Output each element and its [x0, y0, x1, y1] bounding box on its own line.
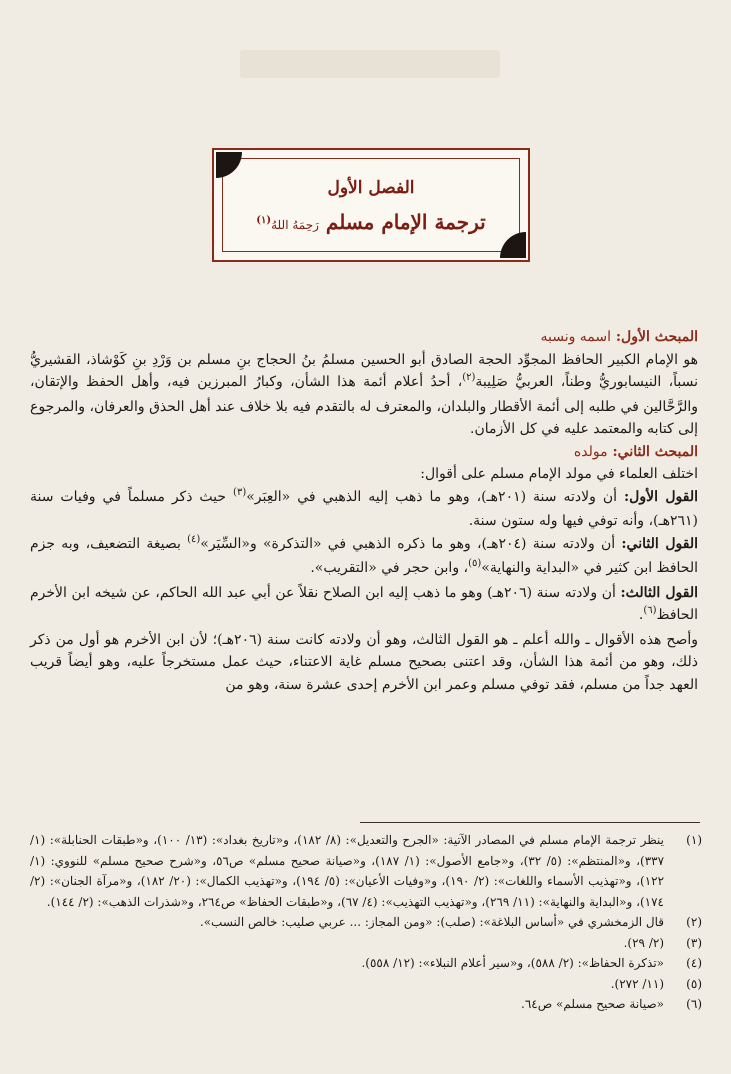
- text-span: .: [638, 607, 644, 623]
- paragraph: [30, 349, 698, 441]
- text-span: أن ولادته سنة (٢٠٤هـ)، وهو ما ذكره الذهبي في «التذكرة» و«السِّيَر»: [200, 535, 616, 552]
- text-span: أن ولادته سنة (٢٠١هـ)، وهو ما ذهب إليه الذهبي في «العِبَر»: [246, 488, 618, 505]
- paragraph: وأصح هذه الأقوال ـ والله أعلم ـ هو القول الثالث، وهو أن ولادته كانت سنة (٢٠٦هـ)؛ لأن ابن الأخرم هو أول من ذكر ذلك، وهو من أئمة هذا الشأن، وقد اعتنى بصحيح مسلم غاية الاعتناء، حيث عمل مستخرجاً عليه، وهو أيضاً قريب العهد جداً من مسلم، فقد توفي مسلم وعمر ابن الأخرم إحدى عشرة سنة، وهو من: [30, 631, 698, 693]
- saying-heading: القول الثاني:: [621, 535, 699, 552]
- section-label: المبحث الثاني:: [612, 443, 698, 460]
- main-text: [30, 326, 698, 696]
- footnote-text: ينظر ترجمة الإمام مسلم في المصادر الآتية: «الجرح والتعديل»: (٨/ ١٨٢)، و«تاريخ بغداد»: (١٣/ ١٠٠)، و«طبقات الحنابلة»: (١/ ٣٣٧)، و«المنتظم»: (٥/ ٣٢)، و«جامع الأصول»: (١/ ١٨٧)، و«صيانة صحيح مسلم» ص٥٦، و«شرح صحيح مسلم» للنووي: (١/ ١٢٢)، و«تهذيب الأسماء واللغات»: (٢/ ١٩٠)، و«وفيات الأعيان»: (٥/ ١٩٤)، و«تهذيب الكمال»: (٢٠/ ١٨٢)، و«مرآة الجنان»: (٢/ ١٧٤)، و«البداية والنهاية»: (١١/ ٢٦٩)، و«تهذيب التهذيب»: (٤/ ٦٧)، و«طبقات الحفاظ» ص٢٦٤، و«شذرات الذهب»: (٢/ ١٤٤).: [30, 833, 665, 909]
- chapter-subtitle: [214, 210, 528, 234]
- saying-heading: القول الثالث:: [620, 584, 698, 601]
- footnote-number: (٥): [686, 976, 702, 991]
- paragraph: [30, 582, 698, 629]
- footnote-number: (١): [686, 833, 702, 847]
- section-heading: [30, 441, 698, 464]
- footnote-mark: (٢): [462, 372, 476, 383]
- footnote-text: «صيانة صحيح مسلم» ص٦٤.: [521, 997, 664, 1011]
- section-heading: [30, 326, 698, 349]
- paragraph: [30, 533, 698, 582]
- text-span: حيث ذكر مسلماً في وفيات سنة (٢٦١هـ)، وأنه توفي فيها وله ستون سنة.: [30, 488, 698, 529]
- footnote-mark: (٤): [187, 533, 201, 545]
- saying-heading: القول الأول:: [624, 488, 699, 505]
- footnote-number: (٤): [686, 956, 702, 970]
- section-title: اسمه ونسبه: [540, 329, 612, 345]
- footnote-number: (٢): [686, 915, 702, 929]
- chapter-title-frame: [212, 148, 530, 262]
- text-span: بصيغة التضعيف، وبه جزم الحافظ ابن كثير في «البداية والنهاية»: [30, 535, 698, 576]
- honorific: رَحِمَهُ اللهُ: [271, 218, 319, 232]
- footnote: [30, 994, 702, 1015]
- footnote-number: (٦): [686, 997, 702, 1011]
- text-span: هو الإمام الكبير الحافظ المجوِّد الحجة الصادق أبو الحسين مسلمُ بنُ الحجاج بنِ مسلم بن وَرْدِ بنِ كَوْشاذ، القشيريُّ نسباً، النيسابوريُّ وطناً، العربيُّ صَلِيبة: [30, 351, 699, 390]
- paragraph: [30, 486, 698, 533]
- footnote-number: (٣): [686, 935, 702, 950]
- footnote-text: «تذكرة الحفاظ»: (٢/ ٥٨٨)، و«سير أعلام النبلاء»: (١٢/ ٥٥٨).: [361, 956, 664, 970]
- paragraph: اختلف العلماء في مولد الإمام مسلم على أقوال:: [420, 466, 698, 482]
- footnote-text: (٢/ ٢٩).: [623, 935, 664, 950]
- text-span: ، وابن حجر في «التقريب».: [310, 560, 469, 576]
- footnote-divider: [360, 822, 700, 823]
- footnote-mark: (١): [256, 215, 272, 226]
- footnote: [30, 830, 702, 912]
- faint-header-band: [240, 50, 500, 78]
- section-label: المبحث الأول:: [615, 329, 698, 345]
- footnote: [30, 953, 702, 974]
- footnote: [30, 974, 702, 995]
- footnote: [30, 933, 702, 954]
- chapter-subtitle-text: ترجمة الإمام مسلم: [325, 210, 486, 234]
- footnote-text: قال الزمخشري في «أساس البلاغة»: (صلب): «ومن المجاز: ... عربي صليب: خالص النسب».: [199, 915, 664, 929]
- footnotes: [30, 830, 702, 1015]
- text-span: أن ولادته سنة (٢٠٦هـ) وهو ما ذهب إليه ابن الصلاح نقلاً عن أبي عبد الله الحاكم، عن شيخه ابن الأخرم الحافظ: [30, 584, 698, 623]
- footnote: [30, 912, 702, 933]
- footnote-mark: (٣): [233, 486, 247, 498]
- chapter-title-inner-border: [222, 158, 520, 252]
- text-span: ، أحدُ أعلام أئمة هذا الشأن، وكبارُ المبرزين فيه، وأهل الحفظ والإتقان، والرَّحَّالين في طلبه إلى أئمة الأقطار والبلدان، والمعترف له بالتقدم فيه بلا خلاف عند أهل الحذق والعرفان، والمرجوع إلى كتابه والمعتمد عليه في كل الأزمان.: [30, 374, 698, 437]
- footnote-mark: (٦): [643, 605, 657, 616]
- section-title: مولده: [573, 443, 608, 460]
- chapter-title: الفصل الأول: [327, 178, 415, 198]
- footnote-mark: (٥): [468, 558, 482, 569]
- footnote-text: (١١/ ٢٧٢).: [610, 976, 664, 991]
